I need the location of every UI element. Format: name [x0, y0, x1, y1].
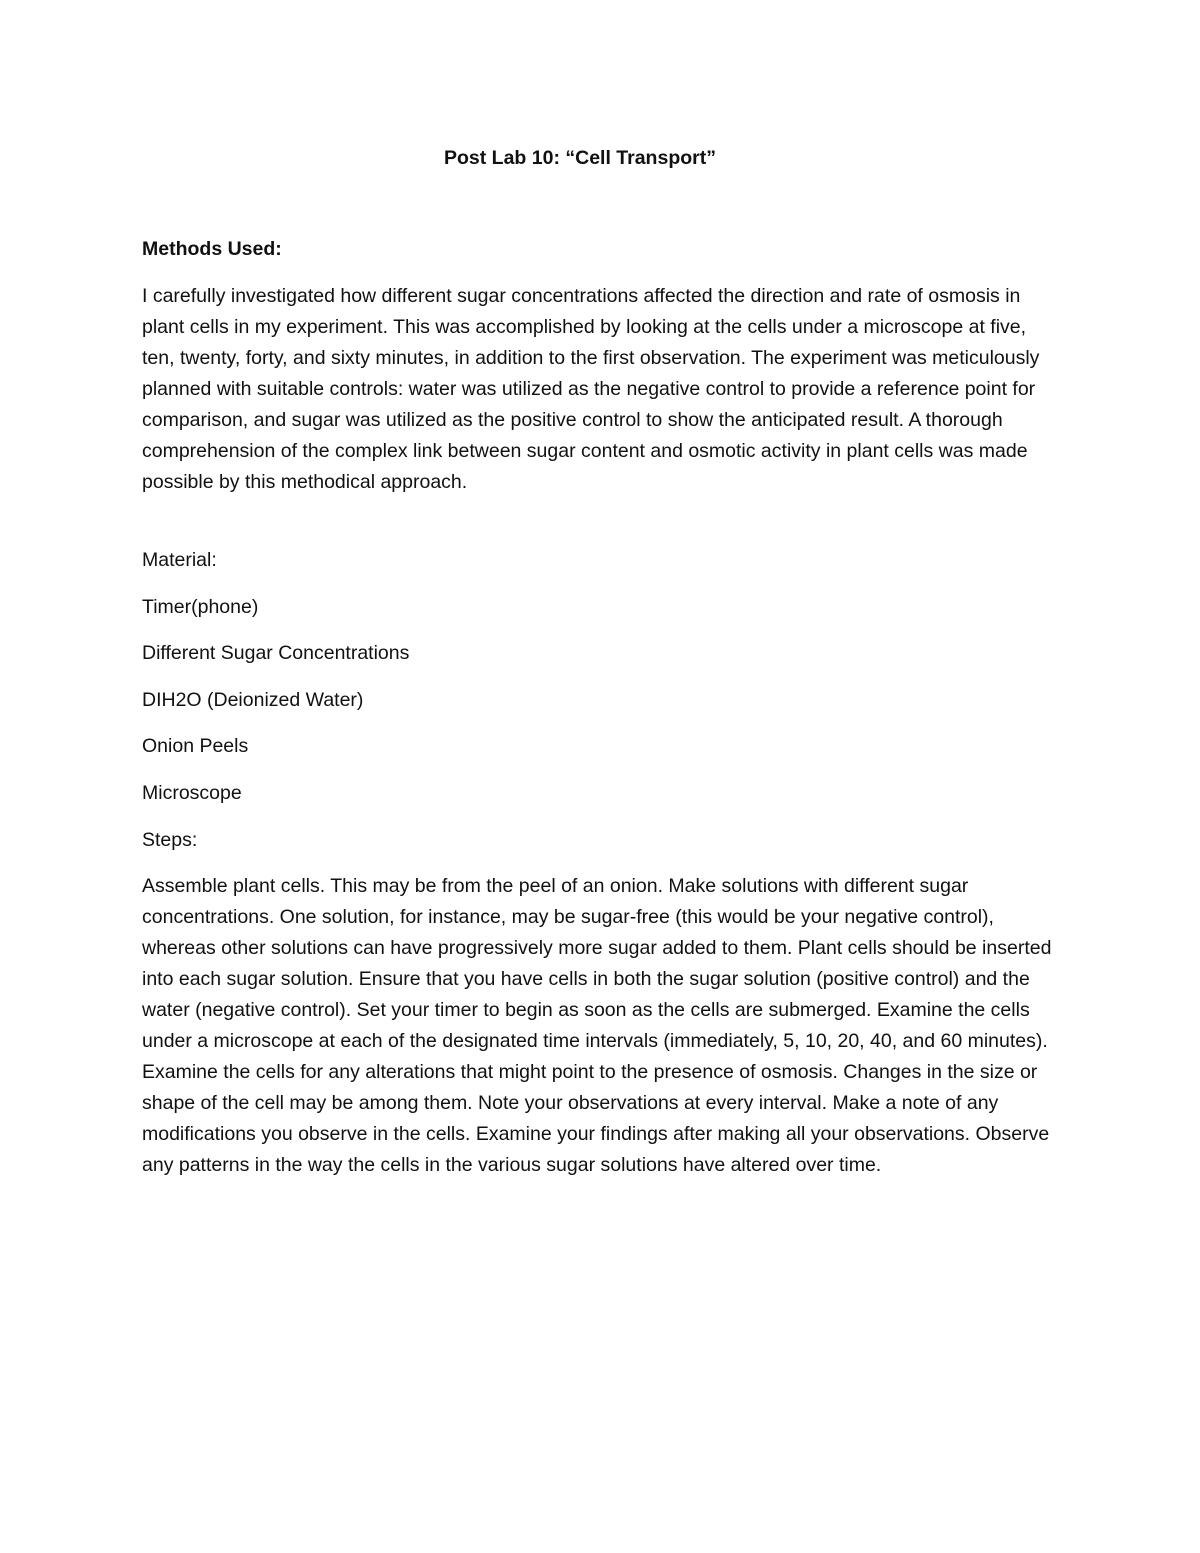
methods-heading: Methods Used:	[142, 238, 282, 260]
steps-heading: Steps:	[142, 829, 198, 851]
material-heading: Material:	[142, 549, 217, 571]
document-title: Post Lab 10: “Cell Transport”	[444, 147, 716, 169]
methods-paragraph: I carefully investigated how different sugar concentrations affected the direction and rate of osmosis in plant cells in my experiment. This was accomplished by looking at the cells under a microscope at five, ten, twenty, forty, and sixty minutes, in addition to the first observation. The experiment was meticulously planned with suitable controls: water was utilized as the negative control to provide a reference point for comparison, and sugar was utilized as the positive control to show the anticipated result. A thorough comprehension of the complex link between sugar content and osmotic activity in plant cells was made possible by this methodical approach.	[142, 285, 1040, 493]
material-item-water: DIH2O (Deionized Water)	[142, 689, 364, 711]
steps-paragraph: Assemble plant cells. This may be from the peel of an onion. Make solutions with different sugar concentrations. One solution, for instance, may be sugar-free (this would be your negative control), whereas other solutions can have progressively more sugar added to them. Plant cells should be inserted into each sugar solution. Ensure that you have cells in both the sugar solution (positive control) and the water (negative control). Set your timer to begin as soon as the cells are submerged. Examine the cells under a microscope at each of the designated time intervals (immediately, 5, 10, 20, 40, and 60 minutes). Examine the cells for any alterations that might point to the presence of osmosis. Changes in the size or shape of the cell may be among them. Note your observations at every interval. Make a note of any modifications you observe in the cells. Examine your findings after making all your observations. Observe any patterns in the way the cells in the various sugar solutions have altered over time.	[142, 875, 1052, 1176]
material-item-sugar: Different Sugar Concentrations	[142, 642, 410, 664]
material-item-onion: Onion Peels	[142, 735, 249, 757]
material-item-microscope: Microscope	[142, 782, 242, 804]
material-item-timer: Timer(phone)	[142, 596, 259, 618]
